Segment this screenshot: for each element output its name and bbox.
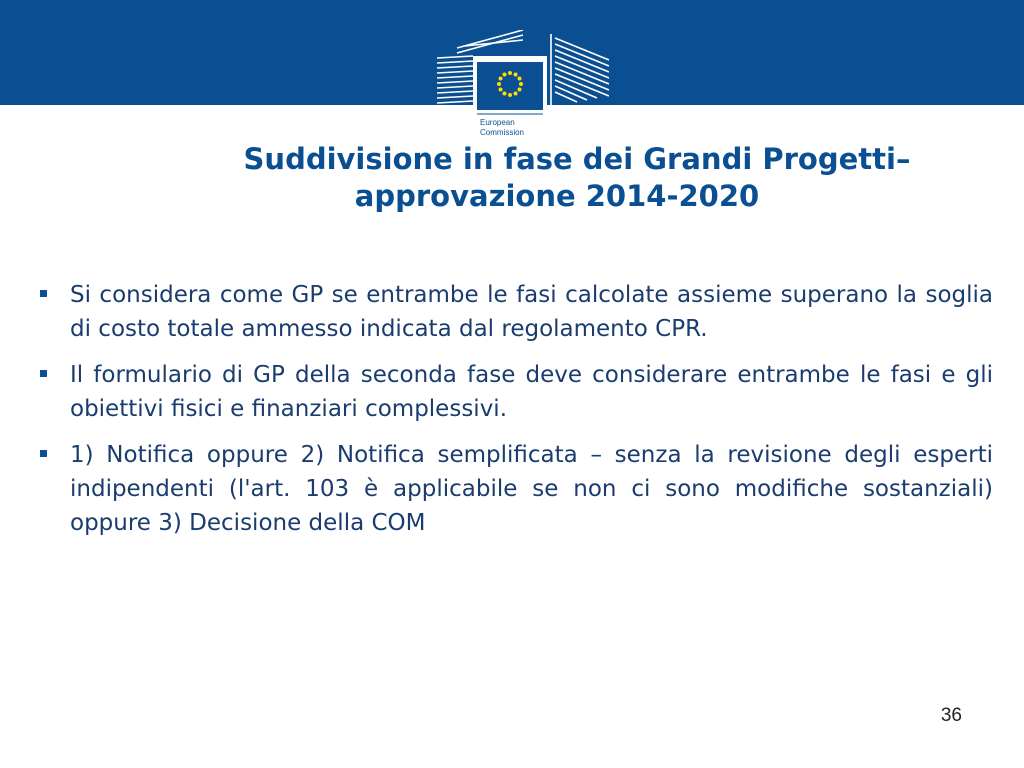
eu-flag (477, 62, 543, 110)
slide-title-line1: Suddivisione in fase dei Grandi Progetti– (243, 142, 911, 176)
page-number: 36 (940, 705, 962, 726)
slide-title (0, 141, 1024, 215)
logo-graphic (437, 30, 609, 142)
bullet-item (40, 358, 993, 426)
bullet-square-icon (40, 290, 47, 297)
slide-title-line2: approvazione 2014-2020 (354, 179, 760, 213)
bullet-text: Il formulario di GP della seconda fase deve considerare entrambe le fasi e gli obiettivi fisici e finanziari complessivi. (70, 362, 993, 422)
european-commission-logo (437, 30, 609, 142)
logo-text-line1: European (480, 118, 515, 127)
bullet-text: 1) Notifica oppure 2) Notifica semplificata – senza la revisione degli esperti indipendenti (l'art. 103 è applicabile se non ci sono modifiche sostanziali) oppure 3) Decisione della COM (70, 442, 993, 536)
bullet-item (40, 278, 993, 346)
bullet-text: Si considera come GP se entrambe le fasi calcolate assieme superano la soglia di costo totale ammesso indicata dal regolamento CPR. (70, 282, 993, 342)
bullet-square-icon (40, 450, 47, 457)
bullet-square-icon (40, 370, 47, 377)
bullet-list (40, 278, 993, 552)
bullet-item (40, 438, 993, 540)
logo-text-line2: Commission (480, 128, 525, 137)
building-lines-right (551, 34, 609, 106)
